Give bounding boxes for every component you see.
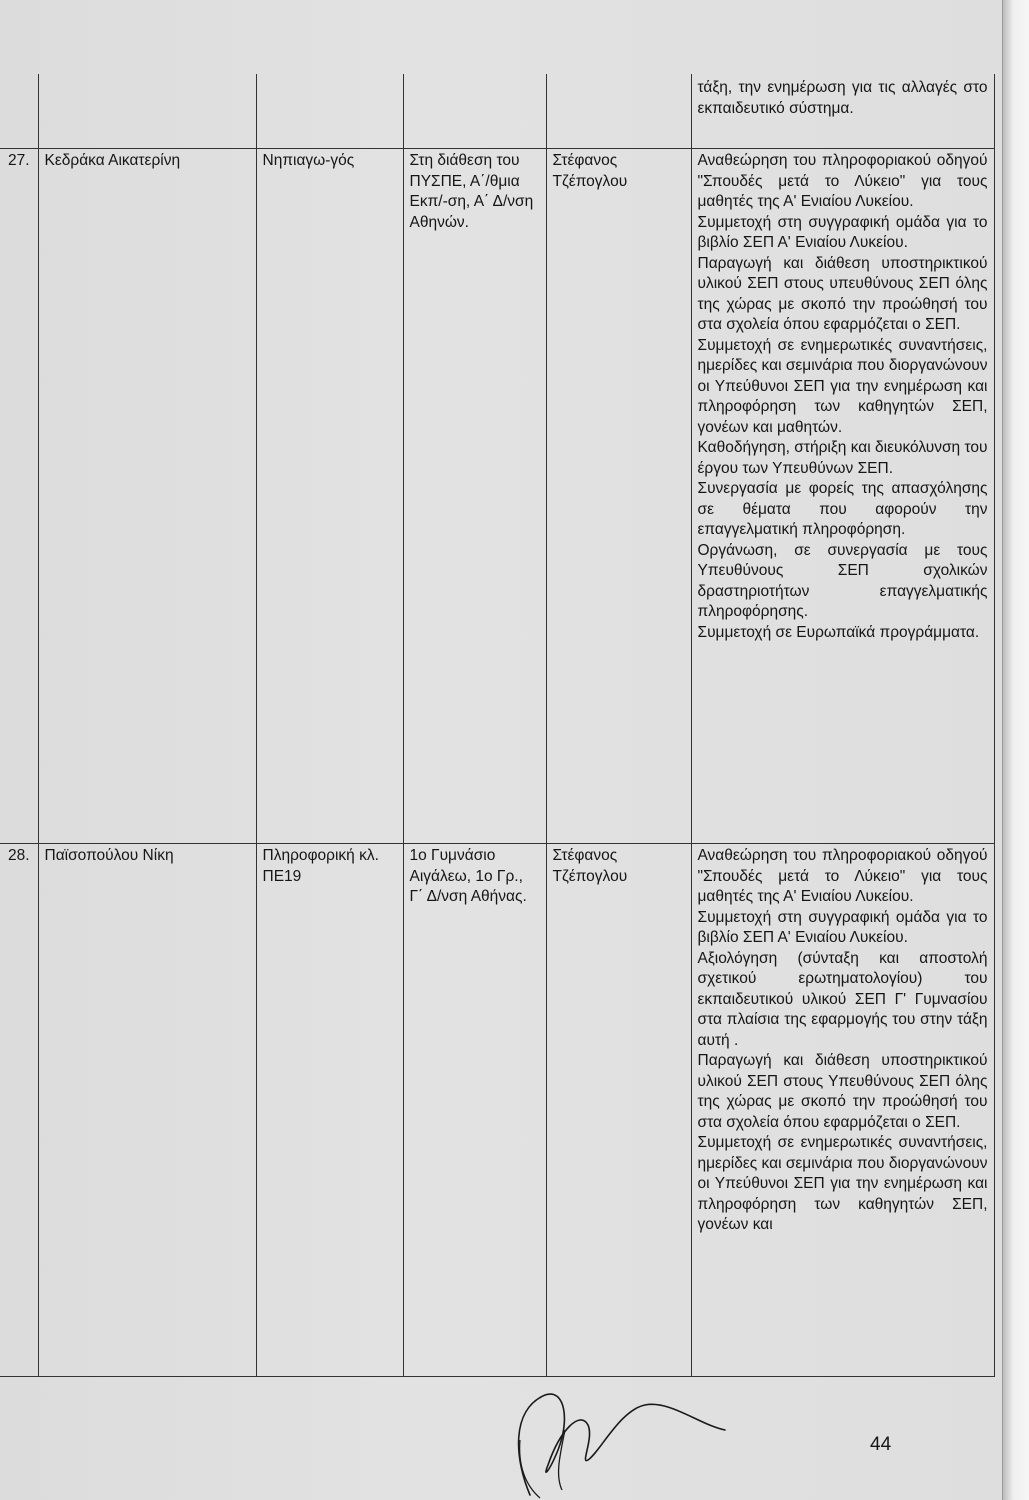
staff-service — [403, 74, 546, 149]
staff-supervisor: Στέφανος Τζέπογλου — [546, 149, 691, 844]
duty-item: Αναθεώρηση του πληροφοριακού οδηγού "Σπουδές μετά το Λύκειο" για τους μαθητές της Α' Ενιαίου Λυκείου. — [697, 847, 988, 905]
staff-name: Παϊσοπούλου Νίκη — [38, 844, 256, 1377]
duty-item: Καθοδήγηση, στήριξη και διευκόλυνση του έργου των Υπευθύνων ΣΕΠ. — [697, 439, 988, 477]
duty-item: Οργάνωση, σε συνεργασία με τους Υπευθύνους ΣΕΠ σχολικών δραστηριοτήτων επαγγελματικής πληροφόρησης. — [697, 541, 988, 620]
row-number — [0, 74, 38, 149]
staff-duties — [691, 149, 994, 844]
staff-specialty — [256, 74, 403, 149]
duty-item: Συμμετοχή σε ενημερωτικές συναντήσεις, ημερίδες και σεμινάρια που διοργανώνουν οι Υπεύθυνοι ΣΕΠ για την ενημέρωση και πληροφόρηση των καθηγητών ΣΕΠ, γονέων και — [697, 1134, 988, 1233]
staff-duties — [691, 74, 994, 149]
staff-service: 1ο Γυμνάσιο Αιγάλεω, 1ο Γρ., Γ΄ Δ/νση Αθήνας. — [403, 844, 546, 1377]
duty-item: τάξη, την ενημέρωση για τις αλλαγές στο εκπαιδευτικό σύστημα. — [697, 79, 988, 117]
table-row — [0, 844, 994, 1377]
duty-item: Παραγωγή και διάθεση υποστηρικτικού υλικού ΣΕΠ στους υπευθύνους ΣΕΠ όλης της χώρας με σκοπό την προώθησή του στα σχολεία όπου εφαρμόζεται ο ΣΕΠ. — [697, 254, 988, 333]
duty-item: Παραγωγή και διάθεση υποστηρικτικού υλικού ΣΕΠ στους Υπευθύνους ΣΕΠ όλης της χώρας με σκοπό την προώθησή του στα σχολεία όπου εφαρμόζεται ο ΣΕΠ. — [697, 1052, 988, 1131]
duty-item: Συμμετοχή στη συγγραφική ομάδα για το βιβλίο ΣΕΠ Α' Ενιαίου Λυκείου. — [697, 213, 988, 251]
handwritten-signature — [470, 1370, 730, 1500]
row-number: 27. — [0, 149, 38, 844]
staff-specialty: Πληροφορική κλ. ΠΕ19 — [256, 844, 403, 1377]
duty-item: Συνεργασία με φορείς της απασχόλησης σε θέματα που αφορούν την επαγγελματική πληροφόρηση. — [697, 480, 988, 538]
duty-item: Συμμετοχή σε Ευρωπαϊκά προγράμματα. — [697, 623, 980, 641]
duty-item: Συμμετοχή στη συγγραφική ομάδα για το βιβλίο ΣΕΠ Α' Ενιαίου Λυκείου. — [697, 908, 988, 946]
duty-item: Αξιολόγηση (σύνταξη και αποστολή σχετικού ερωτηματολογίου) του εκπαιδευτικού υλικού ΣΕΠ Γ' Γυμνασίου στα πλαίσια της εφαρμογής του στην τάξη αυτή . — [697, 949, 988, 1049]
staff-name: Κεδράκα Αικατερίνη — [38, 149, 256, 844]
table-row — [0, 149, 994, 844]
staff-table — [0, 74, 995, 1377]
staff-supervisor — [546, 74, 691, 149]
staff-service: Στη διάθεση του ΠΥΣΠΕ, Α΄/θμια Εκπ/-ση, Α΄ Δ/νση Αθηνών. — [403, 149, 546, 844]
row-number: 28. — [0, 844, 38, 1377]
page-number: 44 — [870, 1434, 892, 1455]
table-row — [0, 74, 994, 149]
staff-specialty: Νηπιαγω-γός — [256, 149, 403, 844]
page-edge-shadow — [1002, 0, 1029, 1500]
duty-item: Συμμετοχή σε ενημερωτικές συναντήσεις, ημερίδες και σεμινάρια που διοργανώνουν οι Υπεύθυνοι ΣΕΠ για την ενημέρωση και πληροφόρηση των καθηγητών ΣΕΠ, γονέων και μαθητών. — [697, 336, 988, 436]
staff-duties — [691, 844, 994, 1377]
duty-item: Αναθεώρηση του πληροφοριακού οδηγού "Σπουδές μετά το Λύκειο" για τους μαθητές της Α' Ενιαίου Λυκείου. — [697, 152, 988, 210]
staff-name — [38, 74, 256, 149]
staff-supervisor: Στέφανος Τζέπογλου — [546, 844, 691, 1377]
